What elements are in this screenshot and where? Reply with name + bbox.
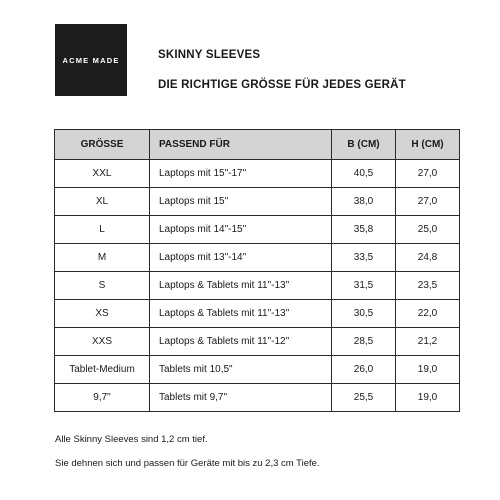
- cell-fit: Laptops mit 15"-17": [150, 160, 332, 188]
- table-row: [55, 244, 460, 272]
- cell-width: 25,5: [332, 384, 396, 412]
- depth-note: Alle Skinny Sleeves sind 1,2 cm tief.: [55, 434, 208, 445]
- cell-height: 19,0: [396, 356, 460, 384]
- cell-fit: Laptops & Tablets mit 11"-13": [150, 272, 332, 300]
- cell-size: XL: [55, 188, 150, 216]
- cell-size: Tablet-Medium: [55, 356, 150, 384]
- table-row: [55, 160, 460, 188]
- table-row: [55, 216, 460, 244]
- column-header-width: B (CM): [332, 130, 396, 160]
- cell-size: S: [55, 272, 150, 300]
- cell-fit: Laptops mit 13"-14": [150, 244, 332, 272]
- table-row: [55, 300, 460, 328]
- cell-size: XXL: [55, 160, 150, 188]
- size-table-head: [55, 130, 460, 160]
- column-header-fit: PASSEND FÜR: [150, 130, 332, 160]
- cell-fit: Laptops & Tablets mit 11"-13": [150, 300, 332, 328]
- cell-fit: Laptops mit 14"-15": [150, 216, 332, 244]
- cell-height: 24,8: [396, 244, 460, 272]
- table-row: [55, 384, 460, 412]
- table-row: [55, 328, 460, 356]
- cell-width: 31,5: [332, 272, 396, 300]
- cell-height: 22,0: [396, 300, 460, 328]
- cell-width: 28,5: [332, 328, 396, 356]
- cell-fit: Laptops & Tablets mit 11"-12": [150, 328, 332, 356]
- cell-width: 30,5: [332, 300, 396, 328]
- stretch-note: Sie dehnen sich und passen für Geräte mit bis zu 2,3 cm Tiefe.: [55, 458, 320, 469]
- cell-width: 33,5: [332, 244, 396, 272]
- page-title: SKINNY SLEEVES: [158, 49, 261, 61]
- cell-width: 26,0: [332, 356, 396, 384]
- cell-size: M: [55, 244, 150, 272]
- table-row: [55, 188, 460, 216]
- cell-fit: Tablets mit 10,5": [150, 356, 332, 384]
- cell-width: 35,8: [332, 216, 396, 244]
- column-header-size: GRÖSSE: [55, 130, 150, 160]
- cell-width: 38,0: [332, 188, 396, 216]
- page-subtitle: DIE RICHTIGE GRÖSSE FÜR JEDES GERÄT: [158, 79, 406, 91]
- brand-logo: [55, 24, 127, 96]
- column-header-height: H (CM): [396, 130, 460, 160]
- cell-size: XXS: [55, 328, 150, 356]
- cell-size: XS: [55, 300, 150, 328]
- cell-size: 9,7": [55, 384, 150, 412]
- cell-height: 21,2: [396, 328, 460, 356]
- table-row: [55, 272, 460, 300]
- cell-width: 40,5: [332, 160, 396, 188]
- size-table: [54, 129, 460, 412]
- table-row: [55, 356, 460, 384]
- cell-height: 27,0: [396, 188, 460, 216]
- cell-size: L: [55, 216, 150, 244]
- table-header-row: [55, 130, 460, 160]
- cell-fit: Tablets mit 9,7": [150, 384, 332, 412]
- cell-height: 19,0: [396, 384, 460, 412]
- brand-logo-text: ACME MADE: [62, 55, 120, 65]
- size-table-body: [55, 160, 460, 412]
- cell-height: 27,0: [396, 160, 460, 188]
- cell-height: 23,5: [396, 272, 460, 300]
- cell-height: 25,0: [396, 216, 460, 244]
- cell-fit: Laptops mit 15": [150, 188, 332, 216]
